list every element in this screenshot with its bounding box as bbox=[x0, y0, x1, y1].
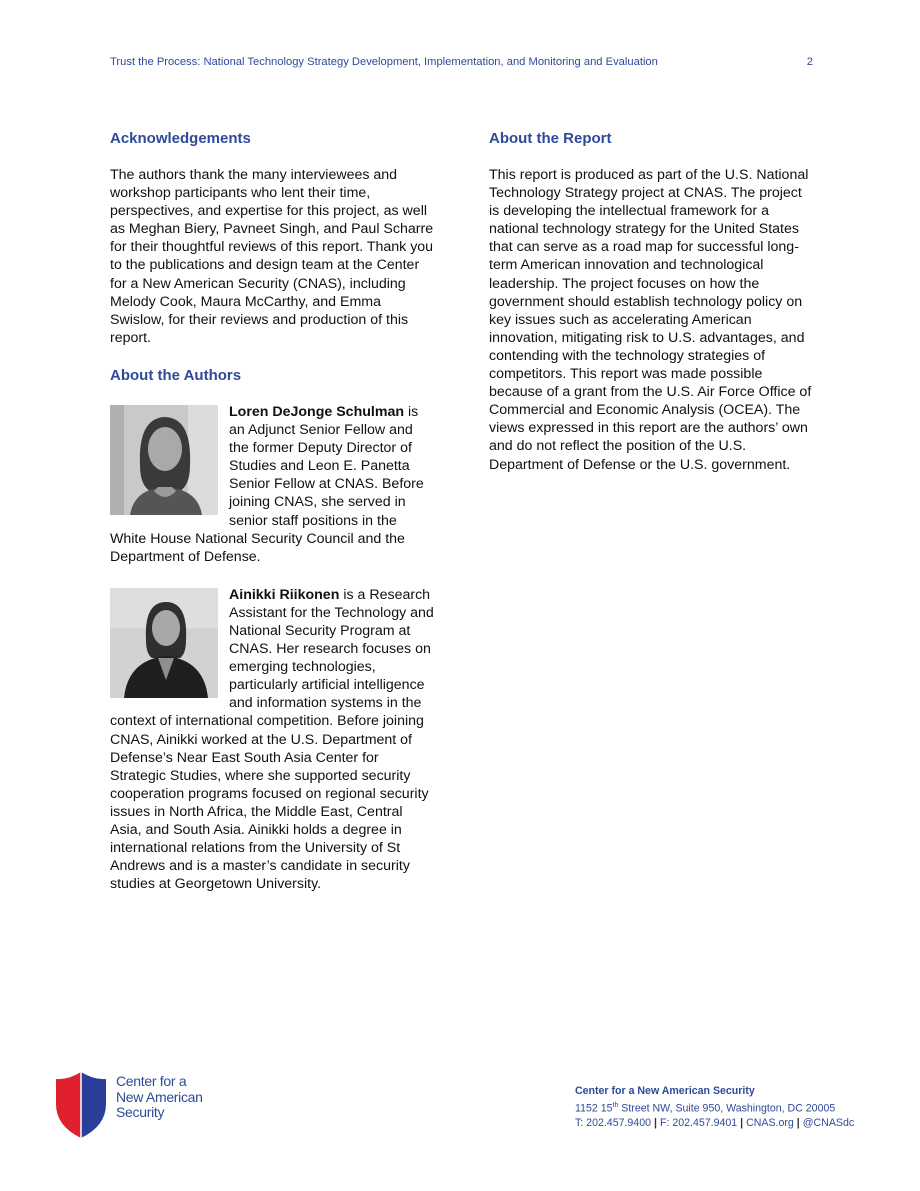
author-bio-text: is a Research Assistant for the Technology and National Security Program at CNAS. Her research focuses on emerging technologies, particularly artificial intelligence and information systems in the context of international competition. Before joining CNAS, Ainikki worked at the U.S. Department of Defense’s Near East South Asia Center for Strategic Studies, where she supported security cooperation programs focused on regional security issues in North Africa, the Middle East, Central Asia, and South Asia. Ainikki holds a degree in international relations from the University of St Andrews and is a master’s candidate in security studies at Georgetown University. bbox=[110, 586, 434, 893]
footer-website-link[interactable]: CNAS.org bbox=[746, 1117, 794, 1130]
footer-org-name: Center for a New American Security bbox=[575, 1085, 755, 1097]
address-superscript: th bbox=[612, 1101, 619, 1109]
about-report-text: This report is produced as part of the U.S. National Technology Strategy project at CNAS. The project is developing the intellectual framework for a national technology strategy for the United States that can serve as a road map for successful long-term American innovation and technological leadership. The project focuses on how the government should establish technology policy on key issues such as accelerating American innovation, mitigating risk to U.S. advantages, and contending with the technology strategies of competitors. This report was made possible because of a grant from the U.S. Air Force Office of Commercial and Economic Analysis (OCEA). The views expressed in this report are the authors’ own and do not reflect the position of the U.S. Department of Defense or the U.S. government. bbox=[489, 167, 812, 473]
page-number: 2 bbox=[806, 56, 813, 68]
acknowledgements-heading: Acknowledgements bbox=[110, 130, 251, 147]
footer-address bbox=[575, 1099, 854, 1116]
separator: | bbox=[654, 1117, 657, 1130]
author-bio bbox=[110, 586, 435, 894]
author-bio-text: is an Adjunct Senior Fellow and the former Deputy Director of Studies and Leon E. Panetta Senior Fellow at CNAS. Before joining CNAS, she served in senior staff positions in the White House National Security Council and the Department of Defense. bbox=[110, 403, 424, 565]
footer-fax: F: 202.457.9401 bbox=[659, 1117, 738, 1130]
footer-contact-line bbox=[575, 1116, 854, 1131]
footer-twitter-link[interactable]: @CNASdc bbox=[802, 1117, 855, 1130]
footer-contact bbox=[575, 1084, 854, 1131]
running-header bbox=[110, 56, 813, 68]
author-photo bbox=[110, 588, 218, 698]
cnas-logo bbox=[54, 1070, 214, 1142]
about-report-heading: About the Report bbox=[489, 130, 612, 147]
logo-line: Security bbox=[116, 1104, 165, 1120]
logo-wordmark bbox=[116, 1074, 203, 1121]
shield-icon bbox=[54, 1070, 108, 1140]
separator: | bbox=[740, 1117, 744, 1130]
author-photo bbox=[110, 405, 218, 515]
right-column bbox=[489, 130, 814, 474]
author-name: Ainikki Riikonen bbox=[229, 586, 340, 603]
footer-phone: T: 202.457.9400 bbox=[575, 1117, 651, 1130]
portrait-image bbox=[110, 588, 218, 698]
about-authors-heading: About the Authors bbox=[110, 366, 242, 384]
left-column bbox=[110, 130, 435, 893]
portrait-image bbox=[110, 405, 218, 515]
separator: | bbox=[796, 1117, 800, 1130]
logo-line: New American bbox=[116, 1088, 203, 1105]
address-suffix: Street NW, Suite 950, Washington, DC 20005 bbox=[618, 1102, 836, 1115]
logo-line: Center for a bbox=[116, 1073, 187, 1089]
acknowledgements-text: The authors thank the many interviewees and workshop participants who lent their time, perspectives, and expertise for this project, as well as Meghan Biery, Pavneet Singh, and Paul Scharre for their thoughtful reviews of this report. Thank you to the publications and design team at the Center for a New American Security (CNAS), including Melody Cook, Maura McCarthy, and Emma Swislow, for their reviews and production of this report. bbox=[110, 167, 434, 346]
author-name: Loren DeJonge Schulman bbox=[229, 403, 405, 420]
document-title: Trust the Process: National Technology Strategy Development, Implementation, and Monitoring and Evaluation bbox=[110, 56, 658, 68]
author-bio bbox=[110, 403, 435, 566]
address-prefix: 1152 15 bbox=[575, 1102, 613, 1115]
